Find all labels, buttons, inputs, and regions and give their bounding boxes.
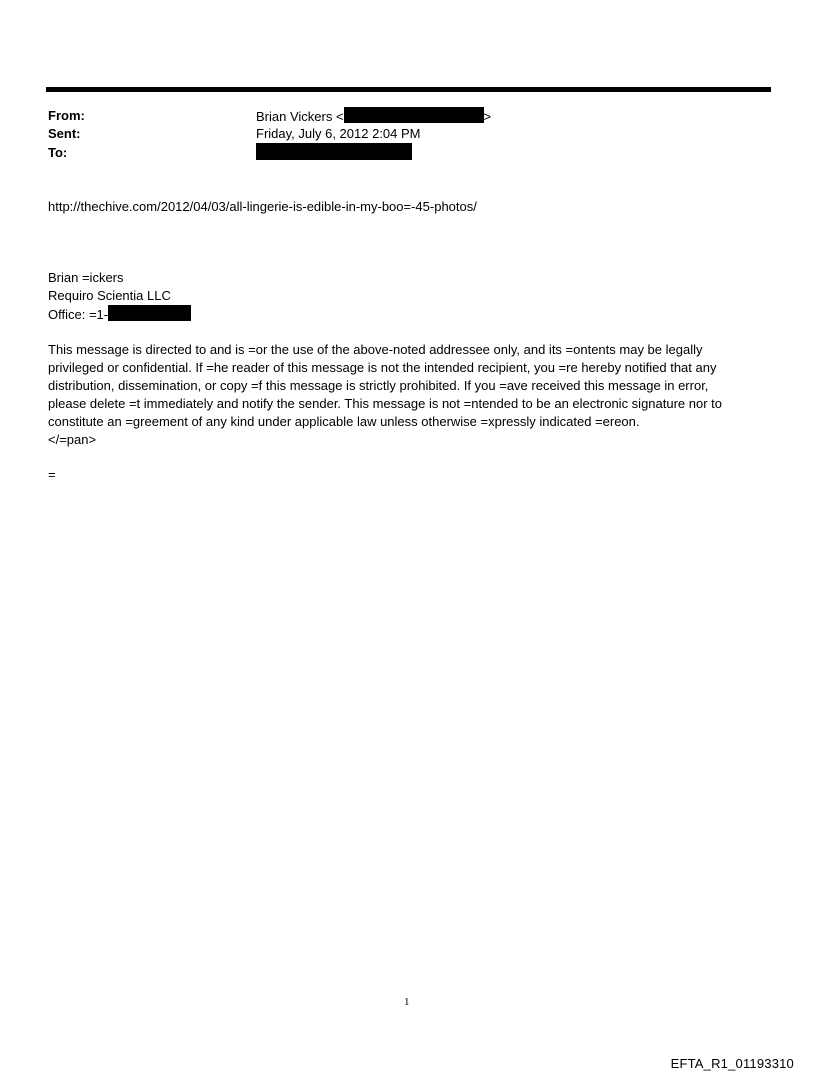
disclaimer-line: </=pan> [48, 432, 97, 447]
from-value [256, 107, 491, 126]
redaction-block [256, 143, 412, 160]
redaction-block [344, 107, 484, 123]
sent-label: Sent: [48, 126, 81, 141]
sent-value: Friday, July 6, 2012 2:04 PM [256, 126, 421, 141]
disclaimer-line: This message is directed to and is =or the use of the above-noted addressee only, and its =ontents may be legally [48, 342, 703, 357]
to-label: To: [48, 145, 68, 160]
redaction-block [108, 305, 191, 321]
from-close: > [483, 109, 492, 124]
document-id: EFTA_R1_01193310 [670, 1056, 794, 1071]
signature-name: Brian =ickers [48, 270, 124, 285]
header-rule [46, 87, 771, 92]
office-prefix: Office: =1- [48, 307, 109, 322]
trailing-char: = [48, 467, 56, 482]
signature-office [48, 305, 191, 324]
disclaimer-line: distribution, dissemination, or copy =f this message is strictly prohibited. If you =ave received this message in error, [48, 378, 709, 393]
page-number: 1 [404, 996, 410, 1008]
to-value [256, 143, 412, 163]
email-link[interactable]: http://thechive.com/2012/04/03/all-lingerie-is-edible-in-my-boo=-45-photos/ [48, 199, 477, 214]
disclaimer-line: constitute an =greement of any kind under applicable law unless otherwise =xpressly indicated =ereon. [48, 414, 640, 429]
signature-company: Requiro Scientia LLC [48, 288, 171, 303]
from-name: Brian Vickers < [256, 109, 344, 124]
disclaimer-paragraph [48, 341, 763, 449]
disclaimer-line: please delete =t immediately and notify the sender. This message is not =ntended to be an electronic signature nor to [48, 396, 723, 411]
from-label: From: [48, 108, 85, 123]
disclaimer-line: privileged or confidential. If =he reader of this message is not the intended recipient, you =re hereby notified that any [48, 360, 717, 375]
